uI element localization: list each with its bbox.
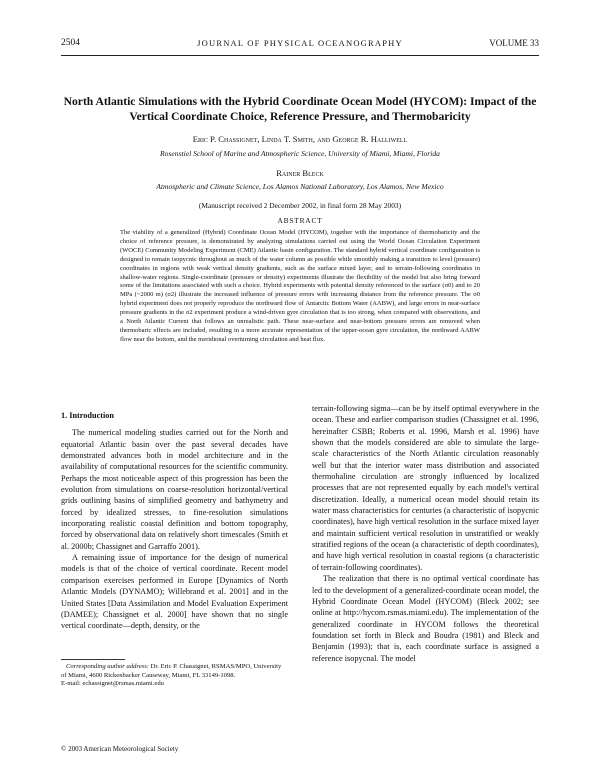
volume-label: VOLUME 33: [489, 38, 539, 48]
corresponding-author-footnote: [61, 663, 288, 689]
article-title: North Atlantic Simulations with the Hybrid Coordinate Ocean Model (HYCOM): Impact of the Vertical Coordinate Choice, Reference Pressure, and Thermobaricity: [63, 95, 537, 123]
body-paragraph: terrain-following sigma—can be by itself optimal everywhere in the ocean. These and earlier comparison studies (Chassignet et al. 1996, hereinafter CSBB; Roberts et al. 1996, Marsh et al. 1996) have shown that the models considered are able to simulate the large-scale characteristics of the North Atlantic circulation reasonably well but that the interior water mass distribution and associated thermohaline circulation are strongly influenced by localized processes that are not represented equally by each model's vertical discretization. Ideally, a numerical ocean model should retain its water mass characteristics for centuries (a characteristic of isopycnic coordinates), have high vertical resolution in the surface mixed layer and maintain sufficient vertical resolution in unstratified or weakly stratified regions of the ocean (a characteristic of depth coordinates), and have high vertical resolution in coastal regions (a characteristic of terrain-following coordinates).: [312, 404, 539, 572]
body-paragraph: The realization that there is no optimal vertical coordinate has led to the development of a generalized-coordinate ocean model, the Hybrid Coordinate Ocean Model (HYCOM) (Bleck 2002; see online at http://hycom.rsmas.miami.edu). The implementation of the generalized coordinate in HYCOM follows the theoretical foundation set forth in Bleck and Boudra (1981) and Bleck and Benjamin (1993); that is, each coordinate surface is assigned a reference isopycnal. The model: [312, 574, 539, 663]
affiliation-1: Rosenstiel School of Marine and Atmospheric Science, University of Miami, Miami, Florida: [160, 149, 440, 158]
author-2: Rainer Bleck: [276, 168, 324, 178]
footnote-label: Corresponding author address:: [65, 663, 149, 670]
body-paragraph: A remaining issue of importance for the design of numerical models is that of the choice of vertical coordinate. Recent model comparison exercises performed in Europe [Dynamics of North Atlantic Models (DYNAMO); Willebrand et al. 2001] and in the United States [Data Assimilation and Model Evaluation Experiment (DAMEE); Chassignet et al. 2000] have shown that no single vertical coordinate—depth, density, or the: [61, 553, 288, 631]
footnote-rule: [61, 659, 125, 660]
footnote-email: E-mail: echassignet@rsmas.miami.edu: [61, 680, 164, 688]
header-rule: [61, 55, 539, 56]
copyright-notice: © 2003 American Meteorological Society: [61, 745, 179, 753]
manuscript-received: (Manuscript received 2 December 2002, in final form 28 May 2003): [198, 201, 402, 210]
body-column-left: [61, 410, 288, 632]
running-head: [61, 38, 539, 52]
page-number: 2504: [61, 38, 80, 48]
abstract-heading: ABSTRACT: [277, 216, 323, 225]
journal-name: JOURNAL OF PHYSICAL OCEANOGRAPHY: [197, 38, 403, 48]
author-list: Eric P. Chassignet, Linda T. Smith, and George R. Halliwell: [192, 134, 408, 144]
body-paragraph: The numerical modeling studies carried out for the North and equatorial Atlantic basin over the past several decades have demonstrated advances both in model architecture and in the availability of computational resources for the scientific community. Perhaps the most noticeable aspect of this progression has been the evolution from simulations on coarse-resolution horizontal/vertical grids outlining basins of simplified geometry and bathymetry and forced by idealized stresses, to fine-resolution simulations incorporating realistic coastal definition and bottom topography, forced by observational data on relatively short timescales (Smith et al. 2000b; Chassignet and Garraffo 2001).: [61, 428, 288, 551]
section-heading: 1. Introduction: [61, 411, 115, 420]
footnote-address: Dr. Eric P. Chassignet, RSMAS/MPO, University of Miami, 4600 Rickenbacker Causeway, Miami, FL 33149-1098.: [61, 663, 282, 679]
abstract-text: The viability of a generalized (Hybrid) Coordinate Ocean Model (HYCOM), together with the importance of thermobaricity and the choice of reference pressure, is demonstrated by analyzing simulations carried out using the World Ocean Circulation Experiment (WOCE) Community Modeling Experiment (CME) Atlantic basin configuration. The standard hybrid vertical coordinate configuration is designed to remain isopycnic throughout as much of the water column as possible while smoothly making a transition to level (pressure) coordinates in regions with weak vertical density gradients, such as the surface mixed layer, and to terrain-following coordinates in shallow-water regions. Single-coordinate (pressure or density) experiments illustrate the flexibility of the model but also bring forward some of the limitations associated with such a choice. Hybrid experiments with potential density referenced to the surface (σ0) and to 20 MPa (~2000 m) (σ2) illustrate the increased influence of pressure errors with increasing distance from the reference pressure. The σ0 hybrid experiment does not properly reproduce the northward flow of Antarctic Bottom Water (AABW), and large errors in near-surface pressure gradients in the σ2 experiment produce a wind-driven gyre circulation that is too strong, when compared with observations, and a North Atlantic Current that follows an unrealistic path. These near-surface and near-bottom pressure errors are removed when thermobaric effects are included, resulting in a more accurate representation of the upper-ocean gyre circulation, the northward AABW flow near the bottom, and the meridional overturning circulation and heat flux.: [120, 229, 480, 343]
body-column-right: [312, 403, 539, 664]
affiliation-2: Atmospheric and Climate Science, Los Alamos National Laboratory, Los Alamos, New Mexico: [156, 182, 444, 191]
